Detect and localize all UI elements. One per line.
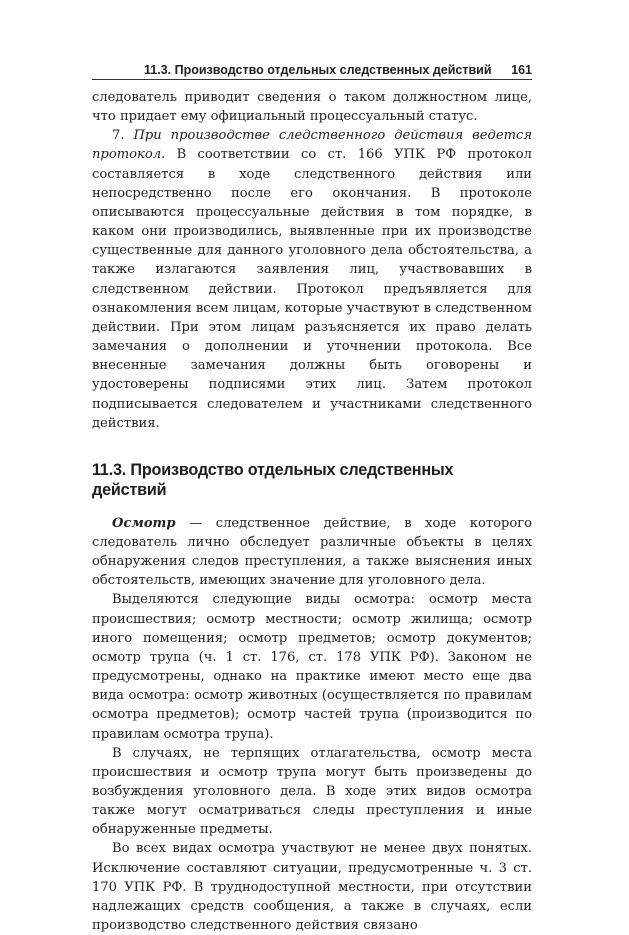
- italic-emphasis: При производстве следственного действия ведется протокол.: [92, 128, 533, 163]
- defined-term: Осмотр: [112, 515, 176, 531]
- paragraph-definition: [92, 514, 532, 591]
- paragraph-types: Выделяются следующие виды осмотра: осмотр места происшествия; осмотр местности; осмотр жилища; осмотр иного помещения; осмотр предметов; осмотр документов; осмотр трупа (ч. 1 ст. 176, ст. 178 УПК РФ). Законом не предусмотрены, однако на практике имеют место еще два вида осмотра: осмотр животных (осуществляется по правилам осмотра предметов); осмотр частей трупа (производится по правилам осмотра трупа).: [92, 592, 532, 742]
- running-header: [92, 58, 532, 80]
- paragraph-urgent-cases: В случаях, не терпящих отлагательства, осмотр места происшествия и осмотр трупа могут быть произведены до возбуждения уголовного дела. В ходе этих видов осмотра также могут осматриваться следы преступления и иные обнаруженные предметы.: [92, 745, 532, 838]
- paragraph-text: В соответствии со ст. 166 УПК РФ протокол составляется в ходе следственного действия или непосредственно после его окончания. В протоколе описываются процессуальные действия в том порядке, в каком они производились, выявленные при их производстве существенные для данного уголовного дела обстоятельства, а также излагаются заявления лиц, участвовавших в следственном действии. Протокол предъявляется для ознакомления всем лицам, которые участвуют в следственном действии. При этом лицам разъясняется их право делать замечания о дополнении и уточнении протокола. Все внесенные замечания должны быть оговорены и удостоверены подписями этих лиц. Затем протокол подписывается следователем и участниками следственного действия.: [92, 147, 532, 431]
- body-text: [92, 88, 532, 935]
- paragraph-protocol: [92, 126, 532, 433]
- paragraph-text: — следственное действие, в ходе которого следователь лично обследует различные объекты в целях обнаружения следов преступления, а также выяснения иных обстоятельств, имеющих значение для уголовного дела.: [92, 515, 532, 589]
- page-number: 161: [511, 63, 532, 77]
- paragraph-witnesses: Во всех видах осмотра участвуют не менее двух понятых. Исключение составляют ситуации, предусмотренные ч. 3 ст. 170 УПК РФ. В труднодоступной местности, при отсутствии надлежащих средств сообщения, а также в случаях, если производство следственного действия связано: [92, 841, 532, 934]
- running-header-title: 11.3. Производство отдельных следственных действий: [144, 63, 492, 77]
- paragraph-continuation: следователь приводит сведения о таком должностном лице, что придает ему официальный процессуальный статус.: [92, 90, 532, 125]
- list-number: 7.: [112, 128, 134, 144]
- section-heading: 11.3. Производство отдельных следственных действий: [92, 460, 454, 499]
